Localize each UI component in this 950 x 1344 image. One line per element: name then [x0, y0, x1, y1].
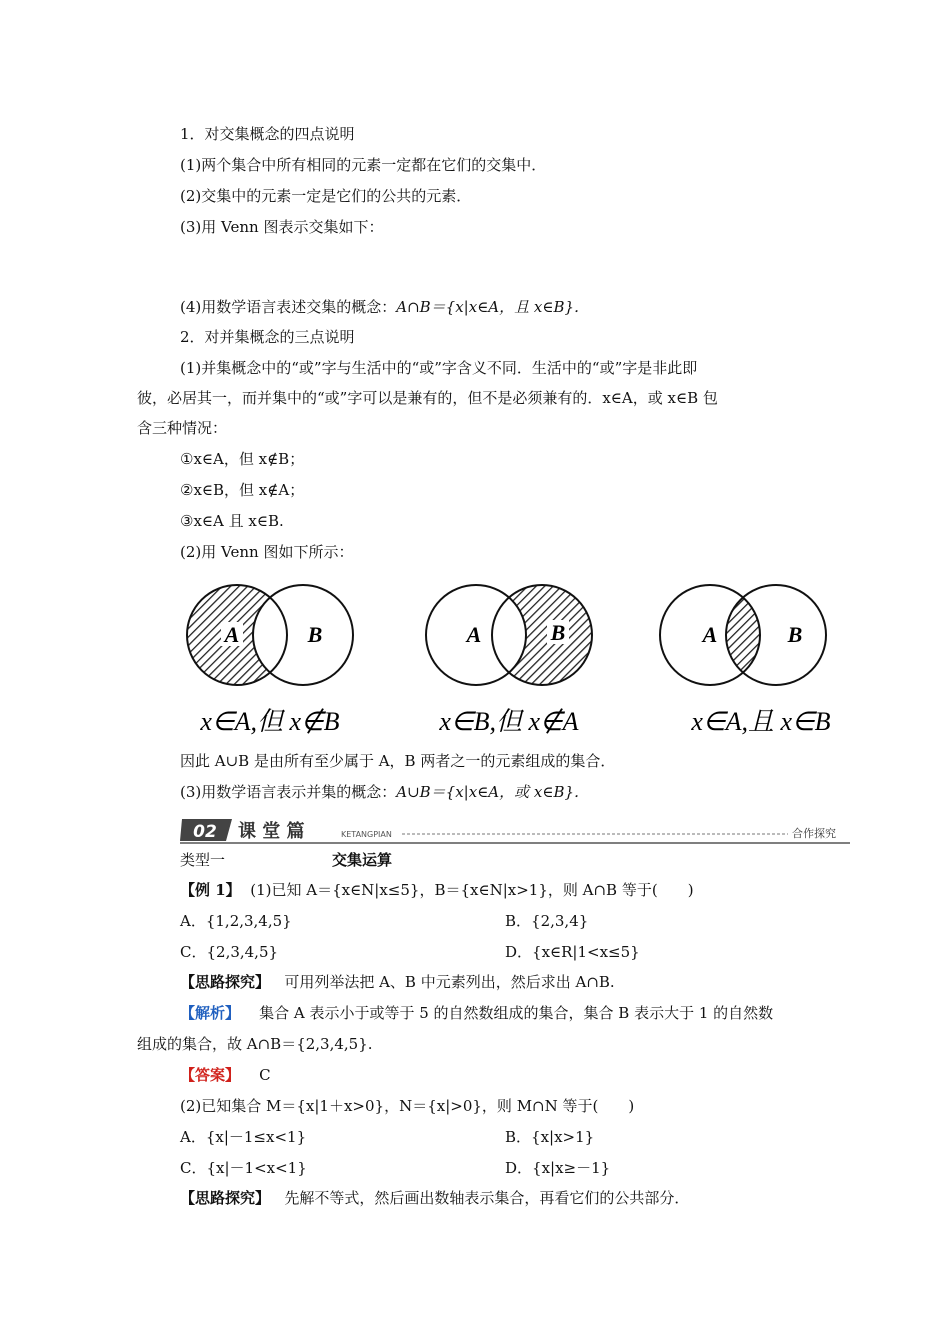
ex1-q2: (2)已知集合 M＝{x|1＋x>0}，N＝{x|>0}，则 M∩N 等于( ) [180, 1097, 635, 1115]
ex1-idea-tag: 【思路探究】 [180, 973, 271, 991]
ex1-opt-a: A．{1,2,3,4,5} [180, 912, 292, 930]
sec2-case3: ③x∈A 且 x∈B. [180, 512, 284, 530]
sec1-p4-pre: (4)用数学语言表述交集的概念： [180, 298, 397, 316]
sec1-p3: (3)用 Venn 图表示交集如下： [180, 218, 384, 236]
sec1-title: 1．对交集概念的四点说明 [180, 125, 355, 143]
ex1-opt-b: B．{2,3,4} [505, 912, 589, 930]
ex1-solution-line2: 组成的集合，故 A∩B＝{2,3,4,5}. [137, 1035, 373, 1053]
sec2-p1-line3: 含三种情况： [137, 419, 228, 437]
venn-2-caption: x∈B,但 x∉A [439, 707, 579, 736]
ex1-idea2: 先解不等式，然后画出数轴表示集合，再看它们的公共部分． [284, 1189, 690, 1207]
ex1-answer-line [180, 1065, 271, 1085]
sec2-p1-line2: 彼，必居其一，而并集中的“或”字可以是兼有的，但不是必须兼有的．x∈A，或 x∈B 包 [137, 389, 718, 407]
banner-title: 课 堂 篇 [238, 821, 305, 842]
venn-1-a-label: A [224, 622, 240, 647]
ex1-idea-line [180, 972, 615, 992]
sec2-p3-pre: (3)用数学语言表示并集的概念： [180, 783, 397, 801]
ex1-idea2-line [180, 1188, 689, 1208]
ex1-opt-d: D．{x∈R|1<x≤5} [505, 943, 640, 961]
banner-number: 02 [193, 822, 217, 842]
venn-3 [660, 585, 831, 736]
sec2-case1: ①x∈A，但 x∉B； [180, 450, 305, 468]
sec2-case2: ②x∈B，但 x∉A； [180, 481, 305, 499]
ex1-q1: (1)已知 A＝{x∈N|x≤5}，B＝{x∈N|x>1}，则 A∩B 等于( ) [250, 881, 694, 899]
section-banner [180, 816, 850, 844]
ex1-answer: C [259, 1066, 271, 1084]
venn-3-b-label: B [787, 622, 803, 647]
ex1-solution-l1: 集合 A 表示小于或等于 5 的自然数组成的集合，集合 B 表示大于 1 的自然数 [259, 1004, 774, 1022]
venn-1 [187, 585, 353, 736]
ex1-q1-line [180, 880, 694, 900]
venn-1-caption: x∈A,但 x∉B [200, 707, 340, 736]
ex1-q2-opt-c: C．{x|－1<x<1} [180, 1159, 307, 1177]
sec2-p3 [180, 782, 589, 802]
venn-1-b-label: B [307, 622, 323, 647]
sec1-p4-formula: A∩B＝{x|x∈A，且 x∈B}． [396, 298, 590, 316]
sec1-p2: (2)交集中的元素一定是它们的公共的元素． [180, 187, 472, 205]
ex1-tag: 【例 1】 [180, 881, 241, 899]
venn-3-caption: x∈A,且 x∈B [691, 707, 831, 736]
type-name: 交集运算 [332, 851, 393, 869]
banner-pinyin: KETANGPIAN [341, 830, 392, 839]
ex1-idea: 可用列举法把 A、B 中元素列出，然后求出 A∩B. [284, 973, 615, 991]
banner-right: 合作探究 [792, 827, 836, 840]
ex1-idea2-tag: 【思路探究】 [180, 1189, 271, 1207]
sec2-p3-formula: A∪B＝{x|x∈A，或 x∈B}． [396, 783, 590, 801]
sec2-conclusion: 因此 A∪B 是由所有至少属于 A，B 两者之一的元素组成的集合． [180, 752, 616, 770]
ex1-q2-opt-a: A．{x|－1≤x<1} [180, 1128, 307, 1146]
ex1-solution-line1 [180, 1003, 773, 1023]
ex1-q2-opt-d: D．{x|x≥－1} [505, 1159, 611, 1177]
venn-3-a-label: A [702, 622, 718, 647]
sec1-p1: (1)两个集合中所有相同的元素一定都在它们的交集中． [180, 156, 547, 174]
sec2-p2: (2)用 Venn 图如下所示： [180, 543, 354, 561]
ex1-q2-opt-b: B．{x|x>1} [505, 1128, 595, 1146]
type-label: 类型一 [180, 851, 226, 869]
venn-diagrams [185, 580, 855, 740]
ex1-solution-tag: 【解析】 [180, 1004, 241, 1022]
venn-2-a-label: A [466, 622, 482, 647]
ex1-opt-c: C．{2,3,4,5} [180, 943, 279, 961]
ex1-answer-tag: 【答案】 [180, 1066, 241, 1084]
venn-2-b-label: B [550, 620, 566, 645]
sec2-p1-line1: (1)并集概念中的“或”字与生活中的“或”字含义不同．生活中的“或”字是非此即 [180, 359, 698, 377]
sec2-title: 2．对并集概念的三点说明 [180, 328, 355, 346]
venn-2 [426, 585, 592, 736]
sec1-p4 [180, 297, 589, 317]
